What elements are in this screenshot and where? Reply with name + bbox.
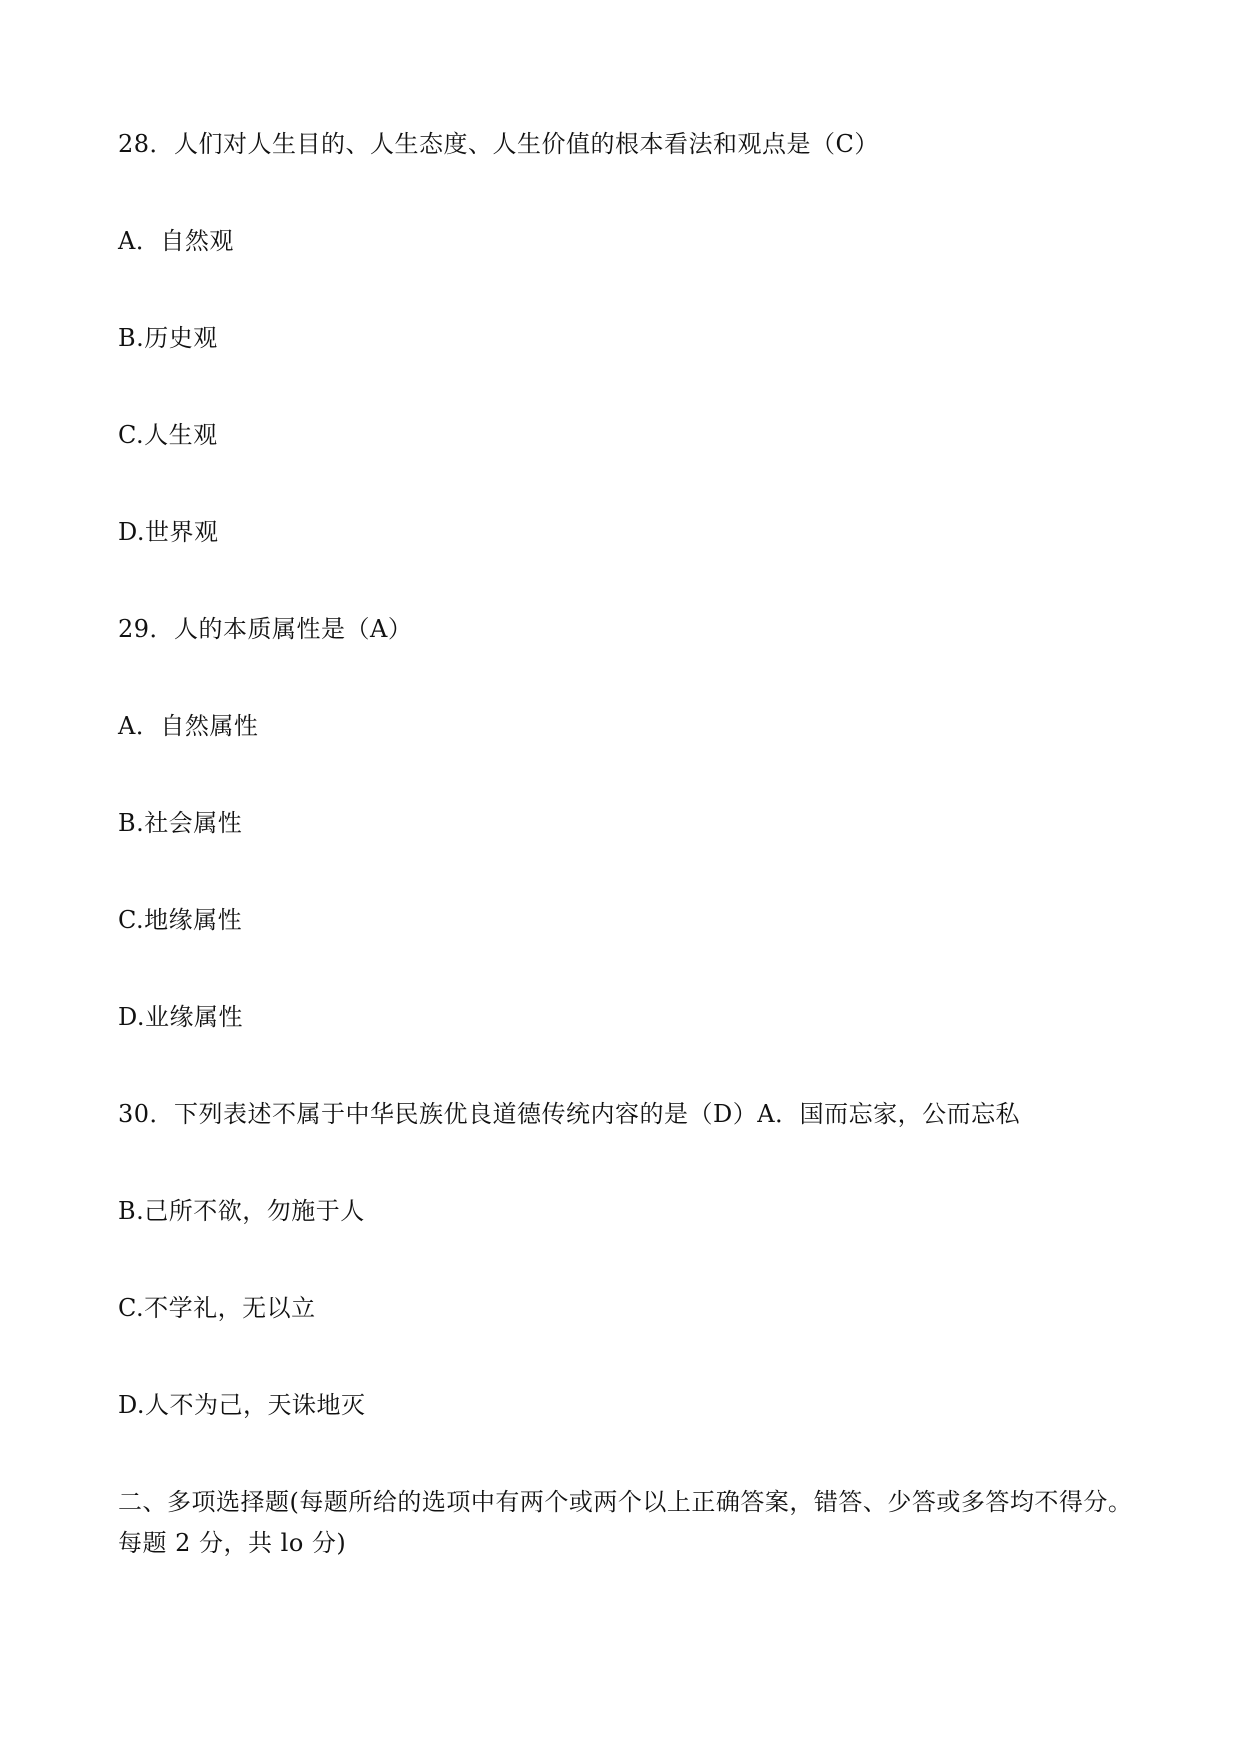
section-header-line-2: 每题 2 分，共 lo 分): [118, 1529, 347, 1557]
question-29-option-c: C.地缘属性: [118, 906, 243, 934]
question-28-option-b: B.历史观: [118, 324, 218, 352]
question-29-option-a: A．自然属性: [118, 712, 259, 740]
question-28-option-c: C.人生观: [118, 421, 218, 449]
question-30-option-c: C.不学礼，无以立: [118, 1294, 316, 1322]
question-28-option-d: D.世界观: [118, 518, 219, 546]
question-29-option-d: D.业缘属性: [118, 1003, 244, 1031]
question-28-stem: 28．人们对人生目的、人生态度、人生价值的根本看法和观点是（C）: [118, 130, 879, 158]
question-30-stem: 30．下列表述不属于中华民族优良道德传统内容的是（D）A．国而忘家，公而忘私: [118, 1100, 1021, 1128]
section-header-multiple-choice: [118, 1482, 1133, 1564]
question-30-option-b: B.己所不欲，勿施于人: [118, 1197, 365, 1225]
section-header-line-1: 二、多项选择题(每题所给的选项中有两个或两个以上正确答案，错答、少答或多答均不得分。: [118, 1488, 1133, 1516]
question-29-option-b: B.社会属性: [118, 809, 243, 837]
question-30-option-d: D.人不为己，天诛地灭: [118, 1391, 366, 1419]
question-28-option-a: A．自然观: [118, 227, 234, 255]
question-29-stem: 29．人的本质属性是（A）: [118, 615, 413, 643]
